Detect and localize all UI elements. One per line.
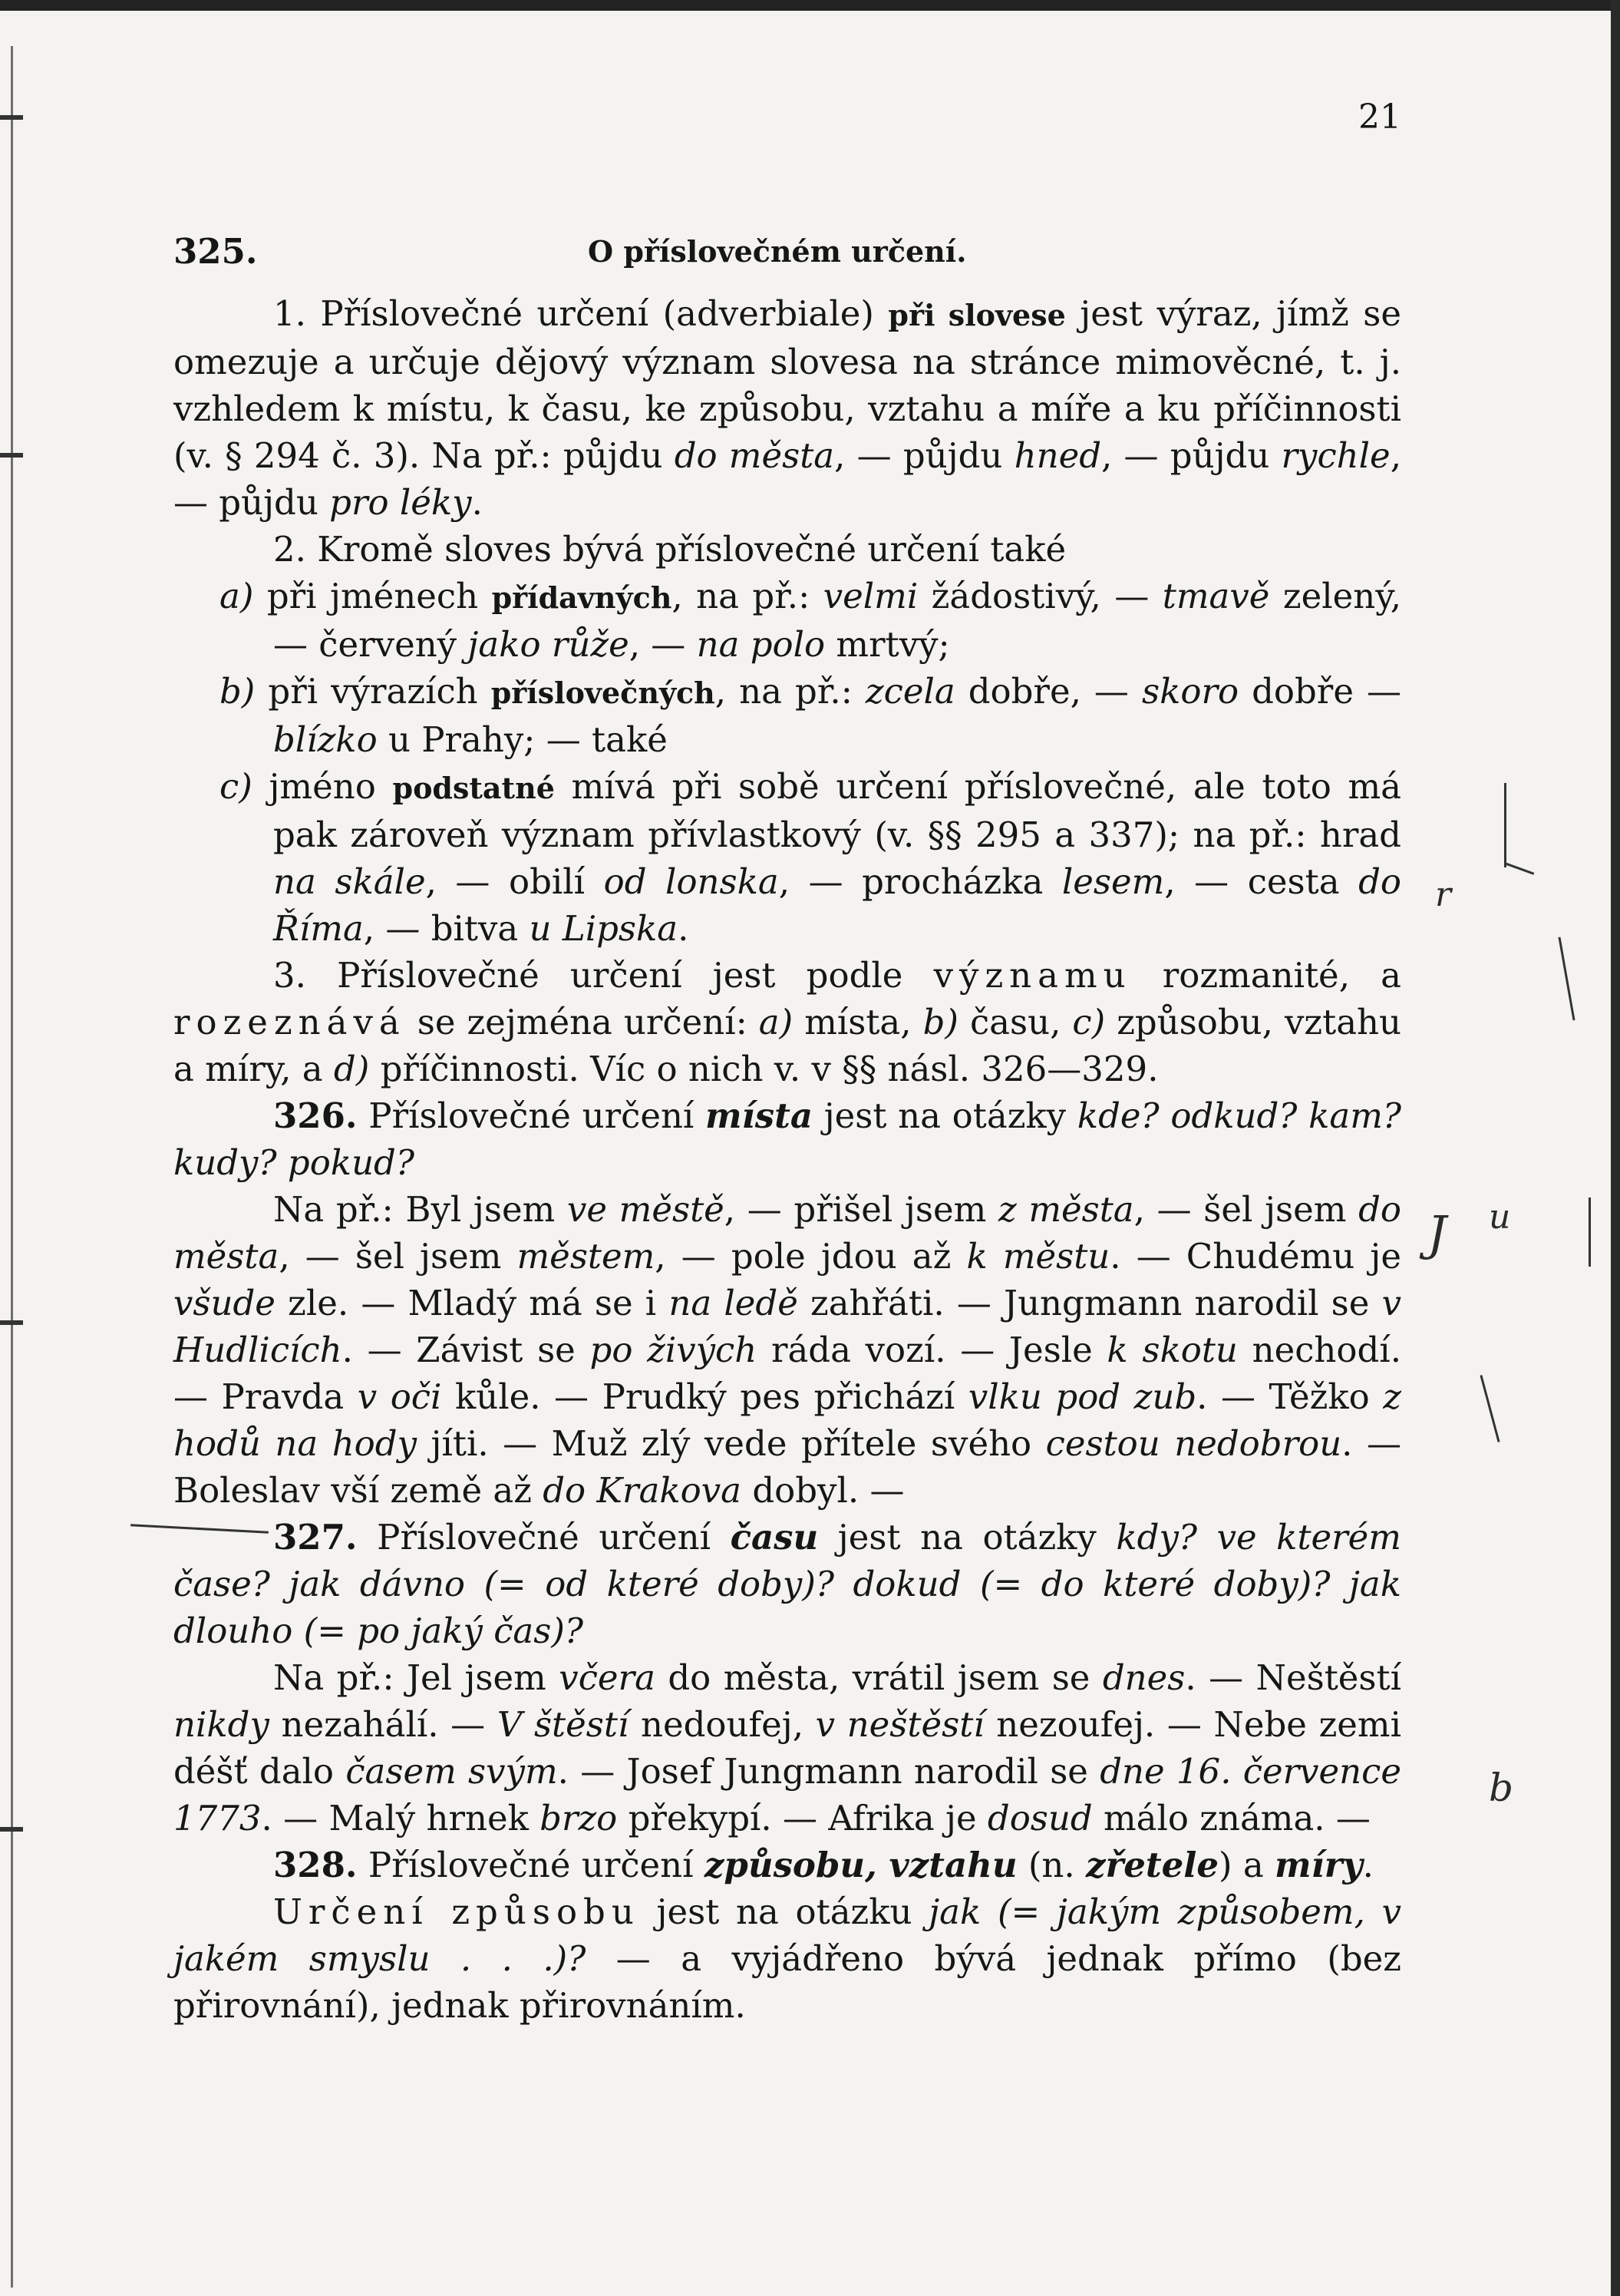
paragraph-1: 1. Příslovečné určení (adverbiale) při slovese jest výraz, jímž se omezuje a určuje dějový význam slovesa na stránce mimověcné, t. j. vzhledem k místu, k času, ke způsobu, vztahu a míře a ku příčinnosti (v. § 294 č. 3). Na př.: půjdu do města, — půjdu hned, — půjdu rychle, — půjdu pro léky. [173,293,1401,523]
pencil-mark [1504,783,1506,867]
section-number: 325. [173,231,258,272]
page-number: 21 [1358,97,1401,137]
section-328-paragraph: Určení způsobu jest na otázku jak (= jakým způsobem, v jakém smyslu . . .)? — a vyjádřeno bývá jednak přímo (bez přirovnání), jednak přirovnáním. [173,1891,1402,2026]
scan-top-edge [0,0,1620,11]
margin-note: r [1435,875,1452,914]
pencil-mark [1589,1198,1591,1267]
item-b: b) při výrazích příslovečných, na př.: zcela dobře, — skoro dobře — blízko u Prahy; — také [219,671,1401,760]
paragraph-2: 2. Kromě sloves bývá příslovečné určení také [273,529,1067,570]
section-326-examples: Na př.: Byl jsem ve městě, — přišel jsem z města, — šel jsem do města, — šel jsem městem, — pole jdou až k městu. — Chudému je všude zle. — Mladý má se i na ledě zahřáti. — Jungmann narodil se v Hudlicích. — Závist se po živých ráda vozí. — Jesle k skotu nechodí. — Pravda v oči kůle. — Prudký pes přichází vlku pod zub. — Těžko z hodů na hody jíti. — Muž zlý vede přítele svého cestou nedobrou. — Boleslav vší země až do Krakova dobyl. — [173,1189,1402,1511]
section-326-heading: 326. Příslovečné určení místa jest na otázky kde? odkud? kam? kudy? pokud? [173,1095,1401,1183]
binding-mark [0,453,23,458]
margin-note: J [1427,1205,1447,1261]
margin-note: b [1489,1766,1514,1810]
page-body [173,94,1401,2029]
binding-mark [0,1827,23,1832]
paragraph-3: 3. Příslovečné určení jest podle významu rozmanité, a rozeznává se zejména určení: a) místa, b) času, c) způsobu, vztahu a míry, a d) příčinnosti. Víc o nich v. v §§ násl. 326—329. [173,955,1401,1089]
item-c: c) jméno podstatné mívá při sobě určení příslovečné, ale toto má pak zároveň význam přívlastkový (v. §§ 295 a 337); na př.: hrad na skále, — obilí od lonska, — procházka lesem, — cesta do Říma, — bitva u Lipska. [219,766,1402,949]
scan-right-edge [1611,0,1620,2296]
margin-note: u [1489,1198,1511,1237]
pencil-mark [1505,862,1535,875]
section-327-heading: 327. Příslovečné určení času jest na otázky kdy? ve kterém čase? jak dávno (= od které doby)? dokud (= do které doby)? jak dlouho (= po jaký čas)? [173,1517,1401,1651]
binding-mark [0,1320,23,1325]
pencil-mark [1480,1375,1500,1442]
section-327-examples: Na př.: Jel jsem včera do města, vrátil jsem se dnes. — Neštěstí nikdy nezahálí. — V štěstí nedoufej, v neštěstí nezoufej. — Nebe zemi déšť dalo časem svým. — Josef Jungmann narodil se dne 16. července 1773. — Malý hrnek brzo překypí. — Afrika je dosud málo známa. — [173,1657,1401,1838]
section-title: O příslovečném určení. [588,234,967,269]
section-325-heading [173,228,1401,275]
binding-mark [0,115,23,120]
section-328-heading: 328. Příslovečné určení způsobu, vztahu (n. zřetele) a míry. [273,1845,1374,1885]
binding-margin-line [11,46,13,2288]
pencil-mark [1558,937,1575,1021]
item-a: a) při jménech přídavných, na př.: velmi žádostivý, — tmavě zelený, — červený jako růže, — na polo mrtvý; [219,576,1401,665]
